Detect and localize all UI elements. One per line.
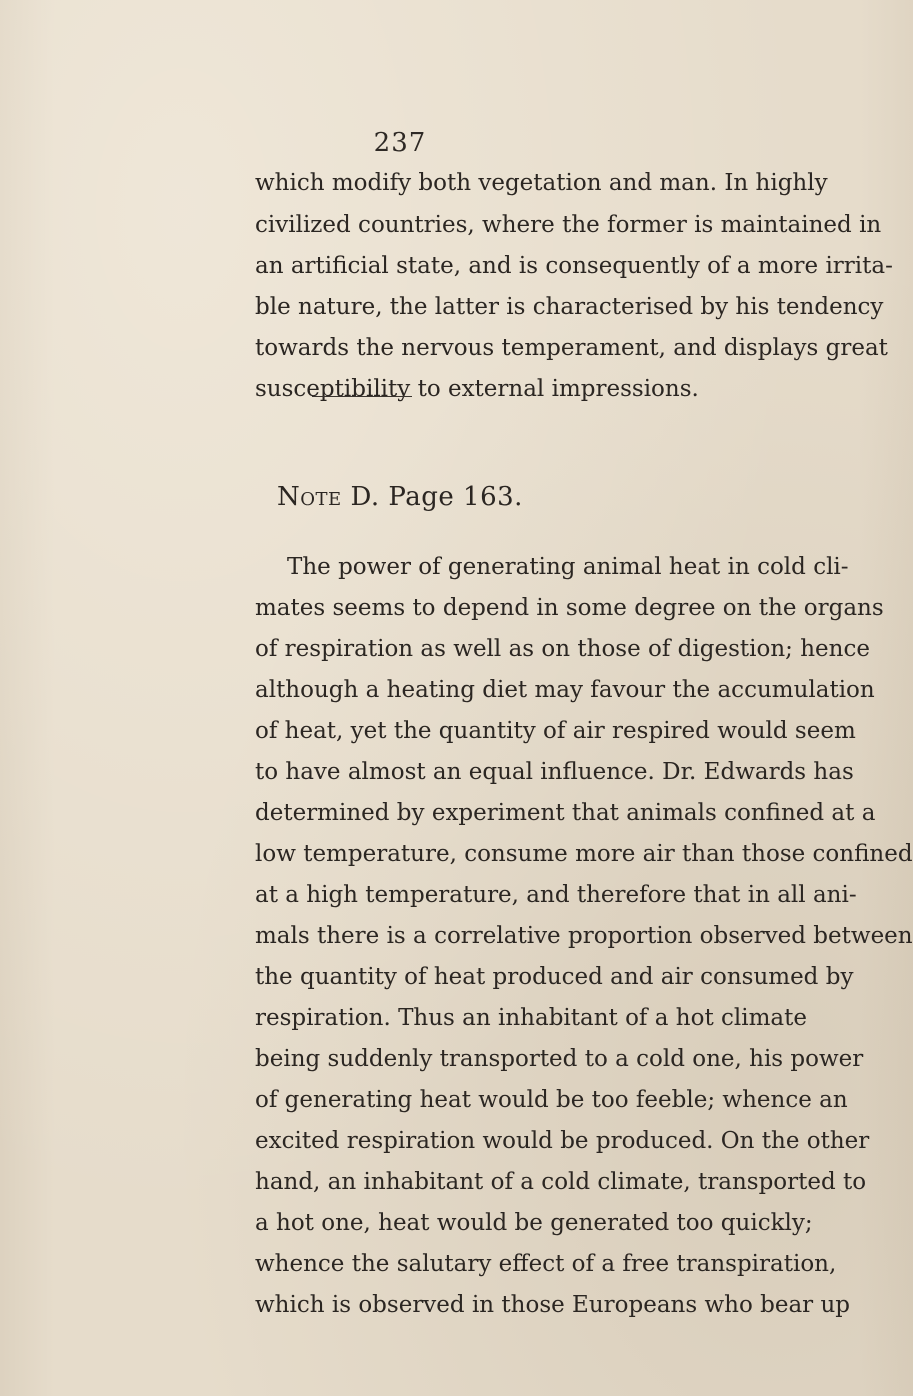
text-line: whence the salutary effect of a free transpiration, [255, 1251, 837, 1277]
page-number: 237 [373, 128, 427, 158]
text-line: civilized countries, where the former is maintained in [255, 212, 882, 238]
text-line: mates seems to depend in some degree on the organs [255, 595, 884, 621]
text-line: determined by experiment that animals confined at a [255, 800, 876, 826]
section-divider [312, 396, 412, 397]
text-line: mals there is a correlative proportion observed between [255, 923, 913, 949]
text-line: ble nature, the latter is characterised by his tendency [255, 294, 884, 320]
text-line: respiration. Thus an inhabitant of a hot climate [255, 1005, 807, 1031]
text-line: excited respiration would be produced. On the other [255, 1128, 870, 1154]
text-line: to have almost an equal influence. Dr. Edwards has [255, 759, 854, 785]
text-line: low temperature, consume more air than those confined [255, 841, 913, 867]
text-line: a hot one, heat would be generated too quickly; [255, 1210, 813, 1236]
text-line: the quantity of heat produced and air consumed by [255, 964, 854, 990]
text-line: towards the nervous temperament, and displays great [255, 335, 888, 361]
text-line: of heat, yet the quantity of air respired would seem [255, 718, 856, 744]
text-line: which modify both vegetation and man. In highly [255, 170, 828, 196]
text-line: being suddenly transported to a cold one, his power [255, 1046, 864, 1072]
text-line: of respiration as well as on those of digestion; hence [255, 636, 870, 662]
text-line: of generating heat would be too feeble; whence an [255, 1087, 848, 1113]
note-heading-rest: D. Page 163. [341, 482, 523, 512]
note-heading [0, 482, 800, 512]
note-heading-word: Note [277, 482, 342, 512]
text-line: susceptibility to external impressions. [255, 376, 699, 402]
text-line: The power of generating animal heat in cold cli- [287, 554, 849, 580]
text-line: although a heating diet may favour the accumulation [255, 677, 875, 703]
text-line: which is observed in those Europeans who bear up [255, 1292, 851, 1318]
text-line: an artificial state, and is consequently of a more irrita- [255, 253, 893, 279]
text-line: hand, an inhabitant of a cold climate, transported to [255, 1169, 867, 1195]
text-line: at a high temperature, and therefore that in all ani- [255, 882, 857, 908]
